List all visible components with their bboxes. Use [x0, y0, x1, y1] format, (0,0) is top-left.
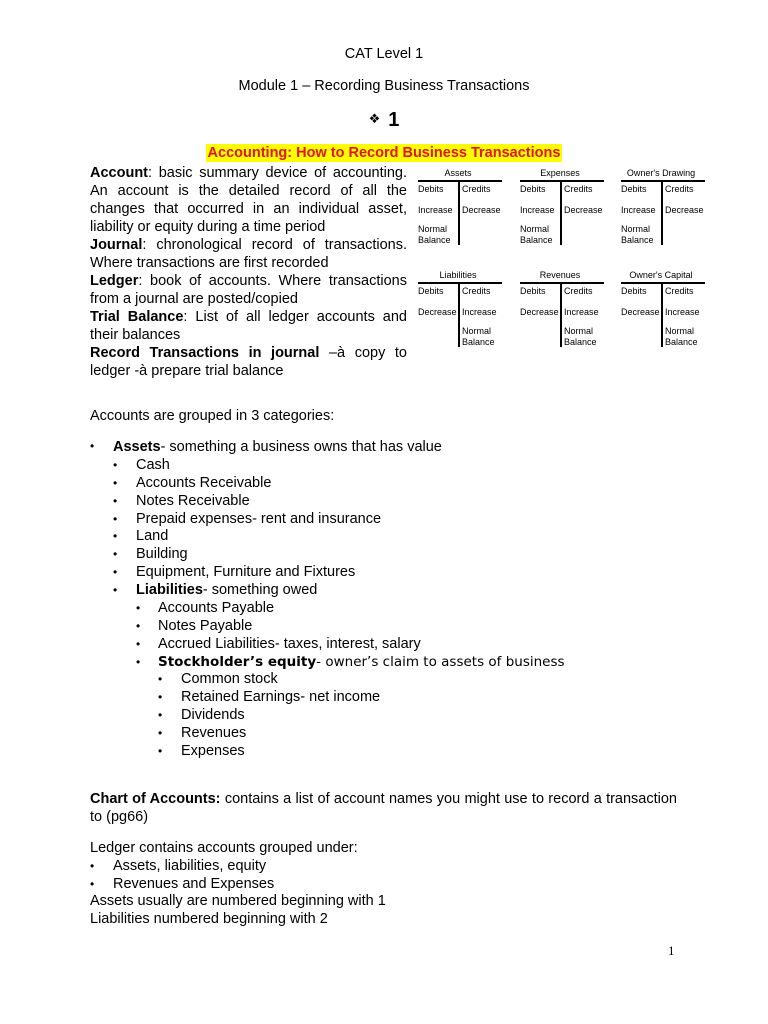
bullet-icon: •	[113, 458, 118, 472]
term-journal: Journal	[90, 237, 143, 253]
t-account-assets: Assets Debits Credits Increase Decrease Normal Balance	[418, 168, 501, 245]
bullet-icon: •	[136, 601, 141, 615]
bullet-icon: •	[136, 655, 141, 669]
list-item: Building	[136, 546, 188, 562]
list-item: Cash	[136, 457, 170, 473]
bullet-icon: •	[90, 859, 95, 873]
t-account-liabilities: Liabilities Debits Credits Decrease Increase Normal Balance	[418, 270, 508, 350]
ledger-line-2: Liabilities numbered beginning with 2	[90, 911, 328, 927]
list-item: Equipment, Furniture and Fixtures	[136, 564, 356, 580]
bullet-icon: •	[158, 672, 163, 686]
term-account: Account	[90, 165, 148, 181]
t-account-expenses: Expenses Debits Credits Increase Decrease Normal Balance	[520, 168, 603, 245]
bullet-icon: •	[113, 494, 118, 508]
bullet-icon: •	[158, 690, 163, 704]
bullet-icon: •	[113, 476, 118, 490]
highlighted-heading-text: Accounting: How to Record Business Transactions	[207, 145, 561, 161]
list-item: Accrued Liabilities- taxes, interest, salary	[158, 636, 421, 652]
bullet-icon: •	[90, 439, 95, 453]
list-item: Land	[136, 528, 169, 544]
def-ledger: Ledger: book of accounts. Where transactions from a journal are posted/copied	[90, 273, 407, 307]
bullet-icon: •	[113, 583, 118, 597]
section-number	[0, 107, 768, 132]
bullet-icon: •	[90, 877, 95, 891]
bullet-icon: •	[136, 619, 141, 633]
list-item: Prepaid expenses- rent and insurance	[136, 511, 382, 527]
equity-heading: Stockholder’s equity- owner’s claim to assets of business	[158, 654, 565, 670]
def-record: Record Transactions in journal –à copy to ledger -à prepare trial balance	[90, 345, 407, 379]
list-item: Notes Payable	[158, 618, 253, 634]
list-item: Revenues and Expenses	[113, 876, 275, 892]
list-item: Dividends	[181, 707, 245, 723]
bullet-icon: •	[113, 529, 118, 543]
doc-title: CAT Level 1	[344, 46, 424, 62]
term-trial-balance: Trial Balance	[90, 309, 184, 325]
t-account-revenues: Revenues Debits Credits Decrease Increase Normal Balance	[520, 270, 610, 350]
def-journal: Journal: chronological record of transactions. Where transactions are first recorded	[90, 237, 407, 271]
list-item: Common stock	[181, 671, 278, 687]
assets-heading: Assets- something a business owns that has value	[113, 439, 442, 455]
bullet-icon: •	[158, 726, 163, 740]
liabilities-heading: Liabilities- something owed	[136, 582, 318, 598]
section-number-text: 1	[388, 109, 400, 131]
bullet-icon: •	[113, 512, 118, 526]
list-item: Accounts Payable	[158, 600, 275, 616]
list-item: Assets, liabilities, equity	[113, 858, 267, 874]
ledger-line-1: Assets usually are numbered beginning with 1	[90, 893, 386, 909]
bullet-icon: •	[113, 565, 118, 579]
term-ledger: Ledger	[90, 273, 139, 289]
highlight-heading	[0, 144, 768, 162]
list-item: Notes Receivable	[136, 493, 250, 509]
bullet-icon: •	[158, 744, 163, 758]
term-record: Record Transactions in journal	[90, 345, 320, 361]
def-trial-balance: Trial Balance: List of all ledger accounts and their balances	[90, 309, 407, 343]
bullet-icon: •	[113, 547, 118, 561]
page-number: 1	[668, 943, 675, 958]
module-title: Module 1 – Recording Business Transactions	[238, 78, 530, 94]
chart-of-accounts: Chart of Accounts: contains a list of account names you might use to record a transaction to (pg66)	[90, 791, 677, 825]
t-account-diagram	[418, 168, 718, 358]
list-item: Accounts Receivable	[136, 475, 272, 491]
t-account-owners-drawing: Owner's Drawing Debits Credits Increase Decrease Normal Balance	[621, 168, 704, 245]
def-account: Account: basic summary device of accounting. An account is the detailed record of all the changes that occurred in an individual asset, liability or equity during a time period	[90, 165, 407, 235]
list-item: Revenues	[181, 725, 247, 741]
t-account-owners-capital: Owner's Capital Debits Credits Decrease Increase Normal Balance	[621, 270, 711, 350]
list-item: Retained Earnings- net income	[181, 689, 381, 705]
bullet-icon: •	[136, 637, 141, 651]
definitions	[90, 164, 407, 380]
ledger-intro: Ledger contains accounts grouped under:	[90, 840, 358, 856]
categories-intro: Accounts are grouped in 3 categories:	[90, 408, 335, 424]
bullet-icon: •	[158, 708, 163, 722]
diamond-bullet-icon: ❖	[368, 111, 381, 126]
list-item: Expenses	[181, 743, 245, 759]
